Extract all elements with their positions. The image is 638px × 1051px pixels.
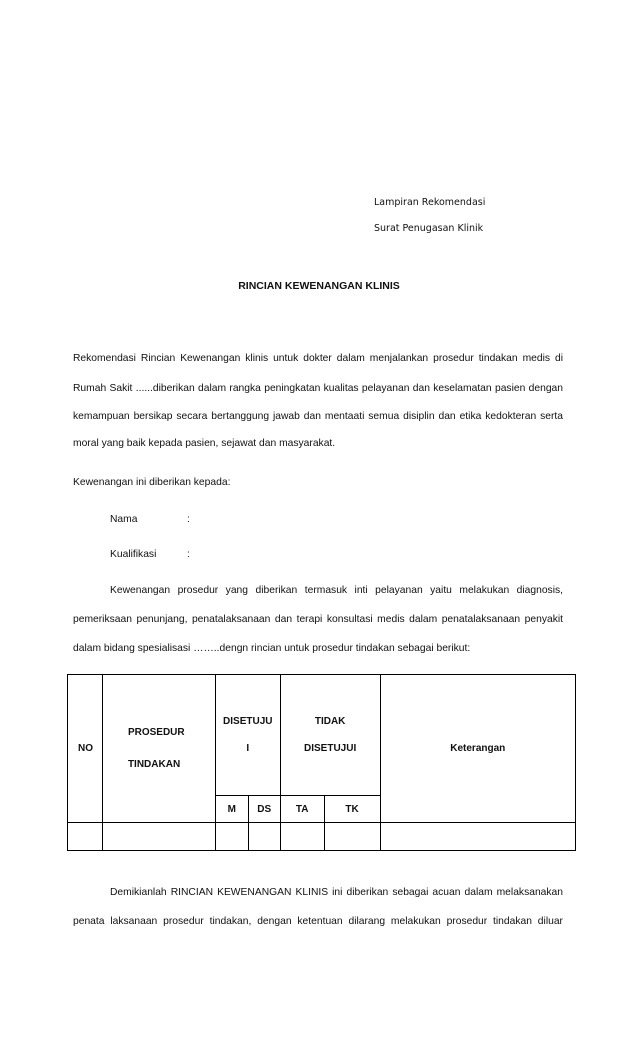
header-no: NO xyxy=(68,675,103,823)
procedure-line-1: Kewenangan prosedur yang diberikan termasuk inti pelayanan yaitu melakukan diagnosis, xyxy=(110,585,563,596)
clinical-privilege-table xyxy=(67,674,576,851)
attachment-sublabel: Surat Penugasan Klinik xyxy=(374,223,484,234)
procedure-line-3: dalam bidang spesialisasi ……..dengn rincian untuk prosedur tindakan sebagai berikut: xyxy=(73,643,471,654)
document-title: RINCIAN KEWENANGAN KLINIS xyxy=(238,280,400,292)
header-ds: DS xyxy=(248,796,280,823)
given-to-text: Kewenangan ini diberikan kepada: xyxy=(73,477,231,488)
nama-label: Nama xyxy=(110,514,138,525)
header-m: M xyxy=(215,796,248,823)
cell-prosedur xyxy=(102,823,215,851)
closing-line-2: penata laksanaan prosedur tindakan, dengan ketentuan dilarang melakukan prosedur tindakan diluar xyxy=(73,916,563,927)
table-row xyxy=(68,823,576,851)
header-disetujui-line1: DISETUJU xyxy=(223,716,273,727)
nama-colon: : xyxy=(187,514,190,525)
cell-keterangan xyxy=(380,823,575,851)
cell-tk xyxy=(324,823,380,851)
kualifikasi-colon: : xyxy=(187,549,190,560)
procedure-line-2: pemeriksaan penunjang, penatalaksanaan dan terapi konsultasi medis dalam penatalaksanaan penyakit xyxy=(73,614,563,625)
closing-line-1: Demikianlah RINCIAN KEWENANGAN KLINIS ini diberikan sebagai acuan dalam melaksanakan xyxy=(110,887,563,898)
header-ta: TA xyxy=(280,796,324,823)
cell-ta xyxy=(280,823,324,851)
kualifikasi-label: Kualifikasi xyxy=(110,549,157,560)
header-prosedur-line2: TINDAKAN xyxy=(127,759,181,770)
header-tidak-disetujui xyxy=(280,675,380,796)
cell-ds xyxy=(248,823,280,851)
intro-line-3: kemampuan bersikap secara bertanggung jawab dan mentaati semua disiplin dan etika kedokteran serta xyxy=(73,411,563,422)
intro-line-4: moral yang baik kepada pasien, sejawat dan masyarakat. xyxy=(73,438,336,449)
header-tk: TK xyxy=(324,796,380,823)
cell-no xyxy=(68,823,103,851)
header-disetujui xyxy=(215,675,280,796)
header-disetujui-line2: I xyxy=(246,743,250,754)
header-prosedur xyxy=(102,675,215,823)
attachment-label: Lampiran Rekomendasi xyxy=(374,197,486,208)
header-tidak-line1: TIDAK xyxy=(314,716,346,727)
intro-line-2: Rumah Sakit ......diberikan dalam rangka peningkatan kualitas pelayanan dan keselamatan pasien dengan xyxy=(73,383,563,394)
header-prosedur-line1: PROSEDUR xyxy=(127,727,185,738)
cell-m xyxy=(215,823,248,851)
header-keterangan: Keterangan xyxy=(380,675,575,823)
header-tidak-line2: DISETUJUI xyxy=(304,743,357,754)
intro-line-1: Rekomendasi Rincian Kewenangan klinis untuk dokter dalam menjalankan prosedur tindakan medis di xyxy=(73,353,563,364)
